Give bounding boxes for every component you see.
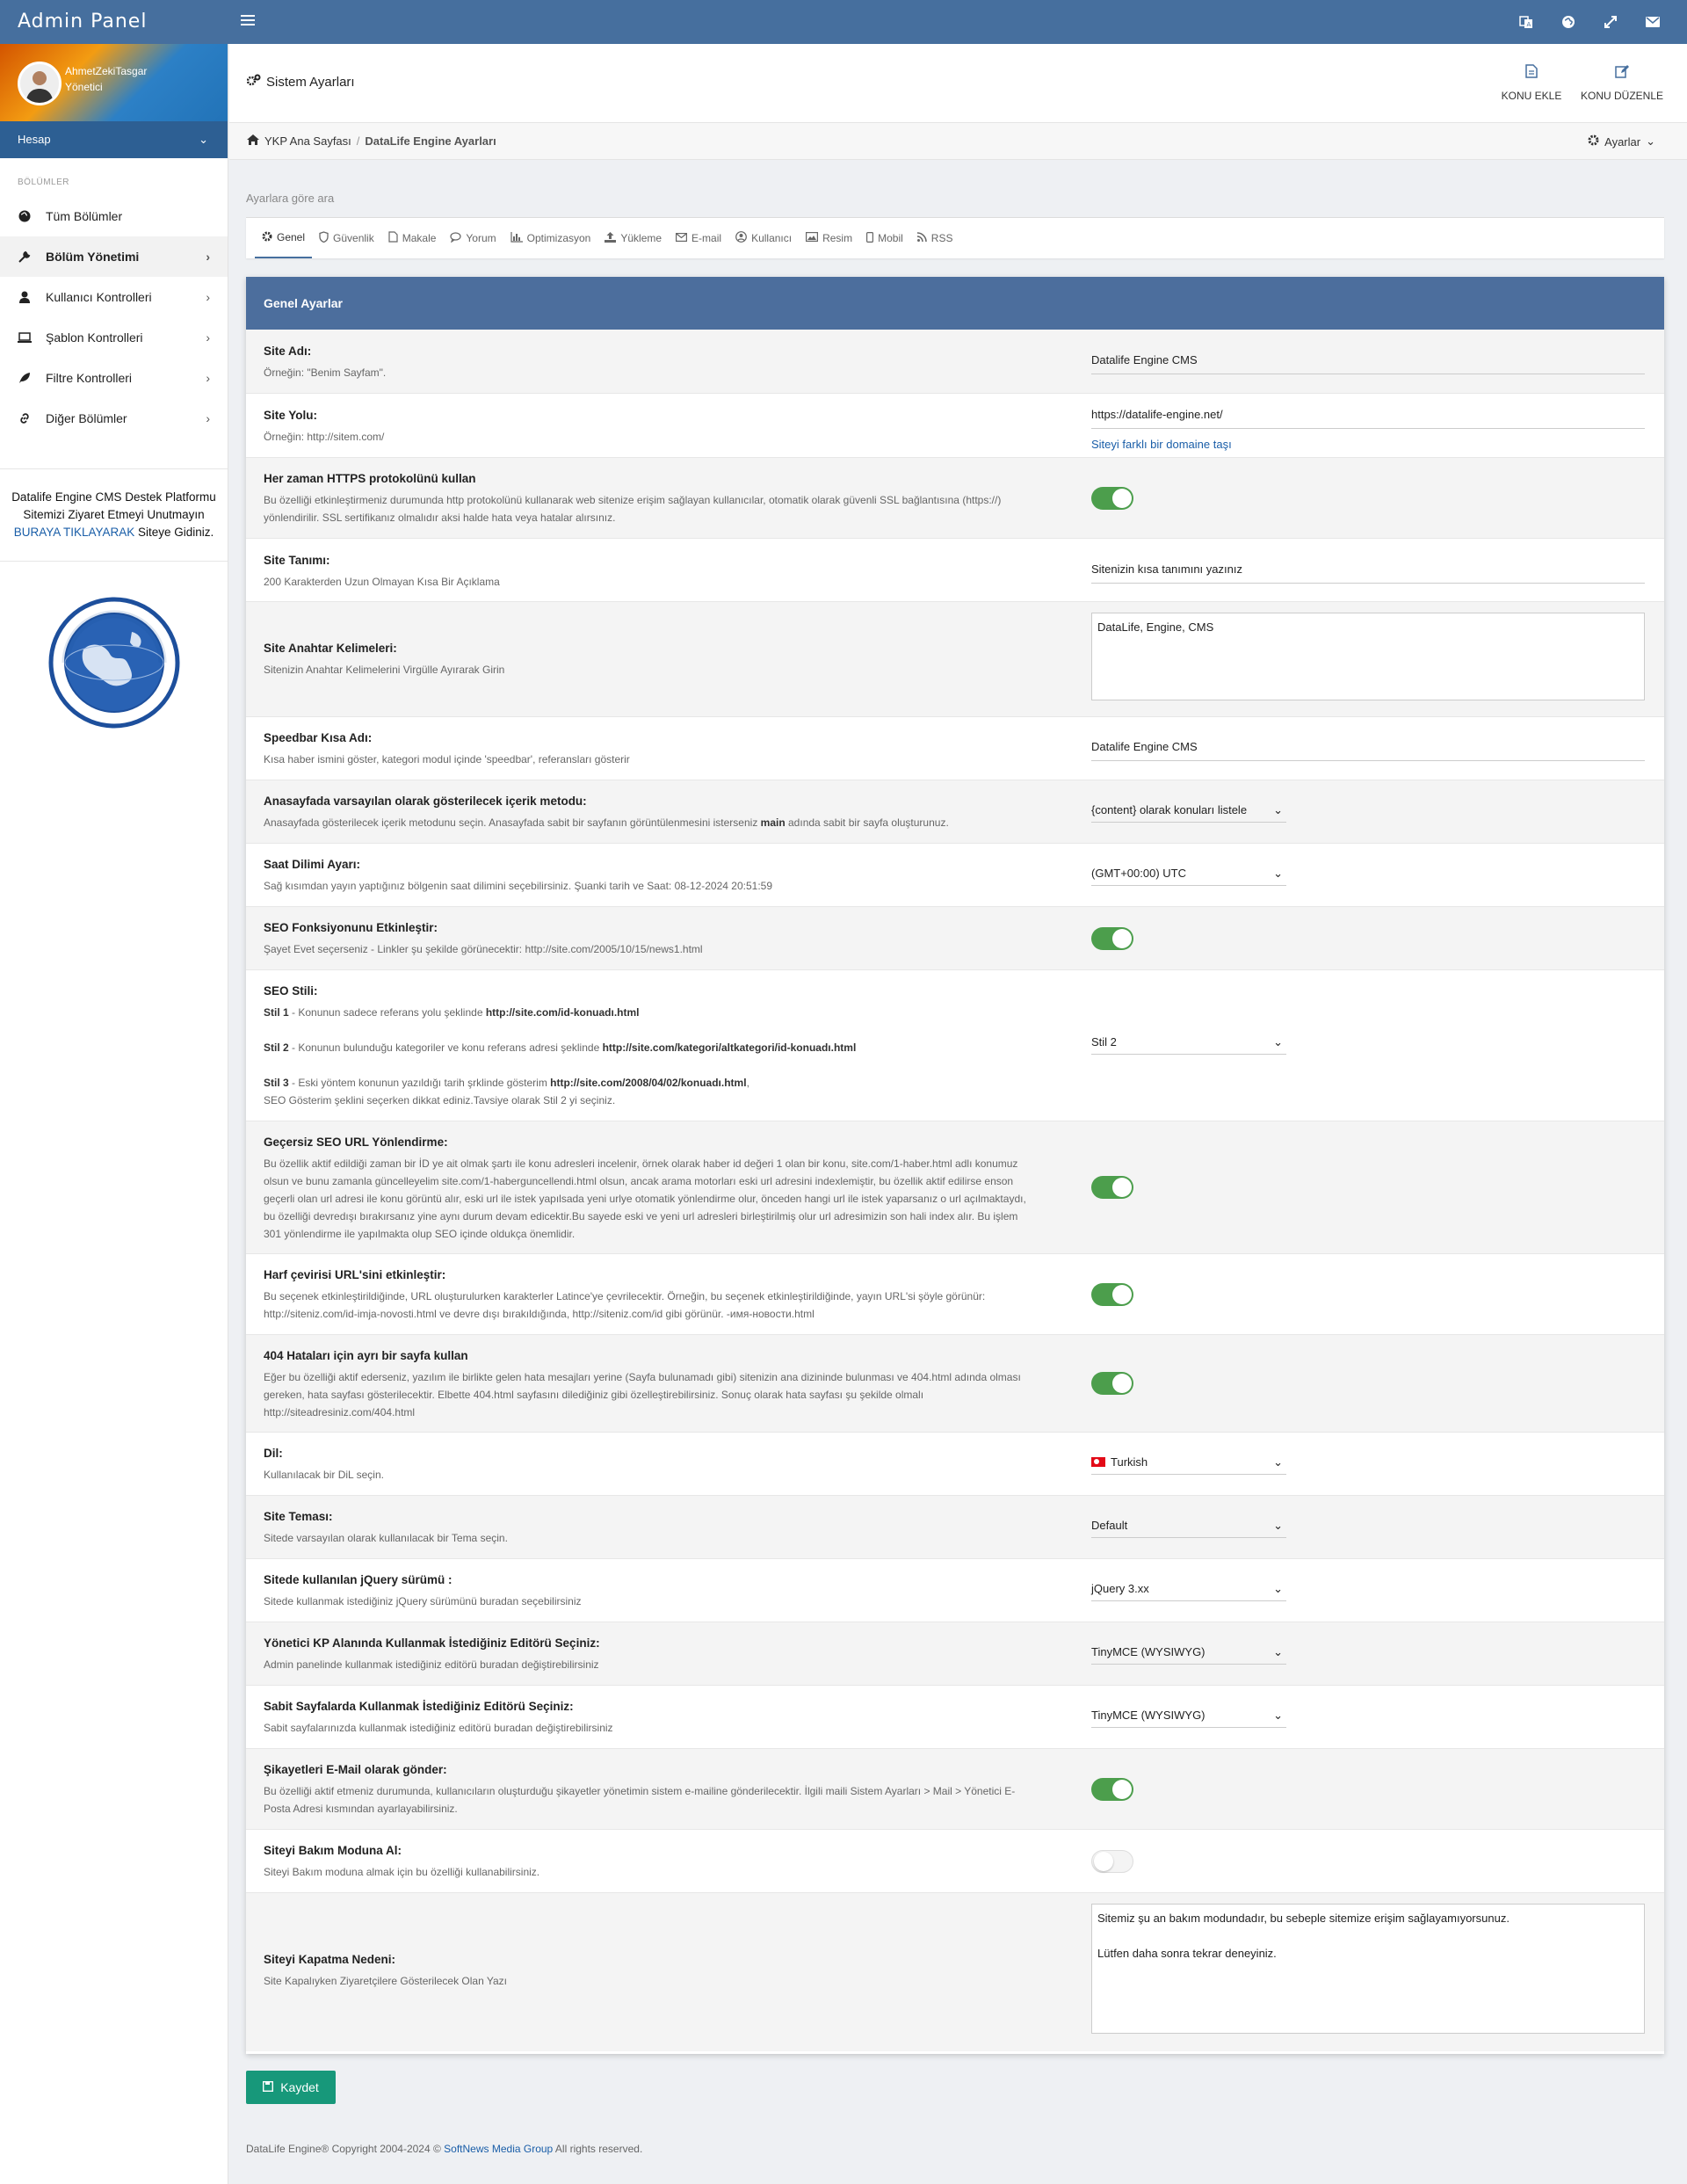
setting-homepage-method: [246, 780, 1664, 844]
promo-text: Datalife Engine CMS Destek Platformu Sitemizi Ziyaret Etmeyi Unutmayın: [11, 490, 216, 521]
tab-general[interactable]: [255, 218, 312, 258]
tab-email[interactable]: [669, 218, 728, 258]
setting-desc: Şayet Evet seçerseniz - Linkler şu şekilde görünecektir: http://site.com/2005/10/15/news1.html: [264, 943, 703, 955]
general-settings-panel: [246, 277, 1664, 2054]
setting-desc: Admin panelinde kullanmak istediğiniz editörü buradan değiştirebilirsiniz: [264, 1658, 599, 1671]
tab-label: Yükleme: [620, 232, 662, 244]
cogs-icon: [247, 74, 261, 90]
setting-title: SEO Fonksiyonunu Etkinleştir:: [264, 921, 438, 934]
https-toggle[interactable]: [1091, 487, 1133, 510]
setting-desc: Sabit sayfalarınızda kullanmak istediğiniz editörü buradan değiştirebilirsiniz: [264, 1722, 613, 1734]
chevron-down-icon: ⌄: [1646, 134, 1655, 148]
setting-title: Site Yolu:: [264, 409, 318, 422]
promo-text-end: Siteye Gidiniz.: [138, 526, 214, 539]
translit-toggle[interactable]: [1091, 1283, 1133, 1306]
theme-select[interactable]: Default ⌄: [1091, 1519, 1286, 1538]
setting-speedbar: [246, 717, 1664, 780]
setting-desc: Örneğin: http://sitem.com/: [264, 431, 385, 443]
page-header: [229, 44, 1687, 123]
seo-style-3: Stil 3 - Eski yöntem konunun yazıldığı tarih şrklinde gösterim http://site.com/2008/04/02/konuadı.html,: [264, 1077, 749, 1089]
setting-title: Harf çevirisi URL'sini etkinleştir:: [264, 1268, 446, 1281]
tab-label: RSS: [930, 232, 953, 244]
setting-title: Siteyi Kapatma Nedeni:: [264, 1953, 396, 1966]
setting-desc: Sağ kısımdan yayın yaptığınız bölgenin saat dilimini seçebilirsiniz. Şuanki tarih ve Saat: 08-12-2024 20:51:59: [264, 880, 772, 892]
tab-label: Mobil: [878, 232, 903, 244]
setting-desc: Bu özellik aktif edildiği zaman bir İD ye ait olmak şartı ile konu adresleri incelenir, örnek olarak haber id değeri 1 olan bir konu, site.com/1-haber.html adlı konumuz olsun ve bunu zamanla güncelleyelim site.com/1-haberguncellendi.html olsun, ancak arama motorları eski url adresini indexlemiştir, bu özellik aktif edilirse enson geçerli olan url adresi ile konu görüntü alır, eski url ile istek yapılsada yeni urlye otomatik yönlendirme olur, önceden hangi url ile istek yaparsanız o url açılmaktaydı, bu özelliği devredışı bırakırsanız yine aynı durum devam edicektir.Bu sayede eski ve yeni url adresleri birleştirilmiş olur url adresimizin son hali index alır. Bu işlem 301 yönlendirme ile yapılmakta olup SEO içinde oldukça önemlidir.: [264, 1157, 1026, 1240]
setting-desc: Anasayfada gösterilecek içerik metodunu seçin. Anasayfada sabit bir sayfanın görüntülenmesini isterseniz main adında sabit bir sayfa oluşturunuz.: [264, 816, 949, 829]
edit-topic-button[interactable]: [1574, 62, 1670, 102]
setting-title: Şikayetleri E-Mail olarak gönder:: [264, 1763, 447, 1776]
envelope-nav-icon[interactable]: [1645, 14, 1661, 30]
tab-user[interactable]: [728, 218, 799, 258]
tab-label: Makale: [402, 232, 437, 244]
file-icon: [388, 231, 398, 245]
image-icon: [806, 232, 818, 244]
breadcrumb-home[interactable]: YKP Ana Sayfası: [264, 134, 351, 148]
save-label: Kaydet: [280, 2080, 319, 2094]
menu-toggle-icon[interactable]: [241, 12, 255, 32]
sidebar-item-section-management[interactable]: [0, 236, 228, 277]
setting-404-page: [246, 1335, 1664, 1433]
setting-title: Her zaman HTTPS protokolünü kullan: [264, 472, 476, 485]
setting-seo-style: [246, 970, 1664, 1121]
tab-mobile[interactable]: [859, 218, 910, 258]
sidebar-item-label: Tüm Bölümler: [46, 209, 123, 223]
chevron-down-icon: ⌄: [1273, 1035, 1283, 1048]
setting-static-editor: [246, 1686, 1664, 1749]
chevron-down-icon: ⌄: [1273, 867, 1283, 880]
setting-https: [246, 458, 1664, 539]
sidebar-item-label: Bölüm Yönetimi: [46, 250, 140, 264]
home-icon: [247, 134, 259, 148]
setting-title: Site Tanımı:: [264, 554, 330, 567]
tab-comment[interactable]: [443, 218, 503, 258]
panel-title: Genel Ayarlar: [246, 277, 1664, 330]
setting-keywords: [246, 602, 1664, 717]
homepage-method-select[interactable]: {content} olarak konuları listele ⌄: [1091, 803, 1286, 823]
settings-tabs: [246, 218, 1664, 258]
bar-chart-icon: [510, 232, 523, 245]
upload-icon: [605, 232, 616, 245]
setting-maintenance: [246, 1830, 1664, 1893]
save-button[interactable]: [246, 2071, 336, 2104]
setting-desc: 200 Karakterden Uzun Olmayan Kısa Bir Açıklama: [264, 576, 500, 588]
sidebar-item-all-sections[interactable]: [0, 196, 228, 236]
setting-title: Yönetici KP Alanında Kullanmak İstediğiniz Editörü Seçiniz:: [264, 1636, 600, 1650]
user-circle-icon: [735, 231, 747, 245]
setting-desc: Sitenizin Anahtar Kelimelerini Virgülle Ayırarak Girin: [264, 664, 505, 676]
tab-optimization[interactable]: [503, 218, 598, 258]
chevron-down-icon: ⌄: [1273, 1709, 1283, 1722]
setting-title: Siteyi Bakım Moduna Al:: [264, 1844, 402, 1857]
settings-dropdown[interactable]: [1588, 134, 1655, 149]
setting-title: Site Adı:: [264, 345, 312, 358]
jquery-select[interactable]: jQuery 3.xx ⌄: [1091, 1582, 1286, 1601]
setting-seo: [246, 907, 1664, 970]
footer: [246, 2143, 642, 2155]
site-url-input[interactable]: https://datalife-engine.net/: [1091, 408, 1645, 429]
sidebar-item-label: Filtre Kontrolleri: [46, 371, 133, 385]
setting-language: [246, 1433, 1664, 1496]
top-navbar: [0, 0, 1687, 44]
setting-title: Site Teması:: [264, 1510, 333, 1523]
setting-desc: Sitede kullanmak istediğiniz jQuery sürümünü buradan seçebilirsiniz: [264, 1595, 582, 1607]
setting-complaints-email: [246, 1749, 1664, 1830]
breadcrumb-separator: /: [356, 134, 360, 148]
setting-title: Sabit Sayfalarda Kullanmak İstediğiniz Editörü Seçiniz:: [264, 1700, 574, 1713]
setting-site-name: [246, 330, 1664, 394]
sidebar-item-filter-controls[interactable]: [0, 358, 228, 398]
mobile-icon: [866, 232, 873, 245]
page-title: [247, 74, 355, 90]
edit-icon: [1574, 62, 1670, 81]
chevron-down-icon: ⌄: [1273, 1645, 1283, 1658]
tab-security[interactable]: [312, 218, 381, 258]
user-role: Yönetici: [65, 81, 103, 93]
setting-title: Geçersiz SEO URL Yönlendirme:: [264, 1136, 448, 1149]
sidebar-item-label: Kullanıcı Kontrolleri: [46, 290, 152, 304]
globe-nav-icon[interactable]: [1560, 14, 1576, 30]
chevron-right-icon: ›: [206, 411, 210, 425]
avatar[interactable]: [18, 62, 62, 105]
setting-timezone: [246, 844, 1664, 907]
seo-style-note: SEO Gösterim şeklini seçerken dikkat ediniz.Tavsiye olarak Stil 2 yi seçiniz.: [264, 1094, 616, 1107]
tab-label: Resim: [822, 232, 853, 244]
setting-title: Speedbar Kısa Adı:: [264, 731, 373, 744]
tab-upload[interactable]: [597, 218, 669, 258]
footer-copyright: DataLife Engine® Copyright 2004-2024 ©: [246, 2143, 441, 2155]
shield-icon: [319, 231, 329, 245]
seo-style-select[interactable]: Stil 2 ⌄: [1091, 1035, 1286, 1055]
setting-admin-editor: [246, 1622, 1664, 1686]
svg-text:A: A: [1526, 21, 1531, 28]
setting-desc: Kullanılacak bir DiL seçin.: [264, 1469, 384, 1481]
setting-title: SEO Stili:: [264, 984, 318, 998]
brand-title[interactable]: Admin Panel: [18, 11, 148, 33]
setting-desc: Bu seçenek etkinleştirildiğinde, URL oluşturulurken karakterler Latince'ye çevrilecektir. Örneğin, bu seçenek etkinleştirildiğinde, yayın URL'si şöyle görünür: http://siteniz.com/id-imja-novosti.html ve devre dışı bırakıldığında, http://siteniz.com/id gibi görünür. -имя-новости.html: [264, 1290, 986, 1320]
sidebar: [0, 44, 228, 2184]
rss-icon: [917, 232, 927, 244]
leaf-icon: [18, 371, 32, 385]
fullscreen-icon[interactable]: [1603, 14, 1618, 30]
chevron-down-icon: ⌄: [1273, 1582, 1283, 1595]
admin-editor-select[interactable]: TinyMCE (WYSIWYG) ⌄: [1091, 1645, 1286, 1665]
navbar-icons: [1518, 0, 1661, 44]
comment-icon: [450, 232, 461, 245]
maintenance-toggle[interactable]: [1091, 1850, 1133, 1873]
setting-translit: [246, 1254, 1664, 1335]
tab-rss[interactable]: [910, 218, 960, 258]
sidebar-item-other-sections[interactable]: [0, 398, 228, 439]
page-title-text: Sistem Ayarları: [266, 74, 355, 90]
user-box: [0, 44, 228, 158]
gear-icon: [1588, 134, 1599, 149]
edit-topic-label: KONU DÜZENLE: [1580, 90, 1663, 102]
chevron-right-icon: ›: [206, 250, 210, 264]
chevron-down-icon: ⌄: [1273, 1519, 1283, 1532]
account-label: Hesap: [18, 133, 51, 146]
setting-desc: Eğer bu özelliği aktif ederseniz, yazılım ile birlikte gelen hata mesajları yerine (Sayfa bulunamadı gibi) sitenizin ana dizininde bulunması ve 404.html adında olması gereken, hata sayfası gösterilecektir. Elbette 404.html sayfasını dilediğiniz gibi özelleştirebilirsiniz. Sonuç olarak hata sayfası şu şekilde olmalı http://siteadresiniz.com/404.html: [264, 1371, 1021, 1419]
settings-search-input[interactable]: Ayarlara göre ara: [246, 183, 1664, 218]
envelope-icon: [676, 232, 687, 244]
setting-desc: Kısa haber ismini göster, kategori modul içinde 'speedbar', referansları gösterir: [264, 753, 630, 765]
settings-dropdown-label: Ayarlar: [1604, 134, 1641, 149]
close-reason-textarea[interactable]: Sitemiz şu an bakım modundadır, bu sebeple sitemize erişim sağlayamıyorsunuz. Lütfen daha sonra tekrar deneyiniz.: [1091, 1904, 1645, 2034]
setting-close-reason: [246, 1893, 1664, 2051]
sidebar-item-label: Şablon Kontrolleri: [46, 330, 143, 345]
keywords-textarea[interactable]: DataLife, Engine, CMS: [1091, 613, 1645, 700]
setting-title: Sitede kullanılan jQuery sürümü :: [264, 1573, 453, 1586]
account-dropdown[interactable]: [0, 121, 228, 158]
link-icon: [18, 411, 32, 425]
tab-label: Optimizasyon: [526, 232, 591, 244]
setting-desc: Bu özelliği etkinleştirmeniz durumunda http protokolünü kullanarak web sitenize erişim sağlayan kullanıcılar, otomatik olarak güvenli SSL bağlantısına (https://) yönlendirilir. SSL sertifikanız olmalıdır aksi halde hata veya hatalar alırsınız.: [264, 494, 1002, 524]
setting-title: Site Anahtar Kelimeleri:: [264, 642, 397, 655]
setting-title: Dil:: [264, 1447, 283, 1460]
laptop-icon: [18, 330, 32, 345]
speedbar-input[interactable]: Datalife Engine CMS: [1091, 740, 1645, 761]
chevron-right-icon: ›: [206, 290, 210, 304]
tab-label: Kullanıcı: [751, 232, 793, 244]
invalid-seo-toggle[interactable]: [1091, 1176, 1133, 1199]
setting-desc: Bu özelliği aktif etmeniz durumunda, kullanıcıların oluşturduğu şikayetler yönetimin sistem e-mailine gönderilecektir. İlgili maili Sistem Ayarları > Mail > Yönetici E-Posta Adresi kısmından ayarlayabilirsiniz.: [264, 1785, 1016, 1815]
support-promo: [0, 468, 228, 562]
sidebar-section-title: BÖLÜMLER: [18, 178, 70, 187]
chevron-down-icon: ⌄: [1273, 803, 1283, 816]
change-domain-link[interactable]: Siteyi farklı bir domaine taşı: [1091, 438, 1232, 451]
tab-article[interactable]: [381, 218, 444, 258]
setting-title: 404 Hataları için ayrı bir sayfa kullan: [264, 1349, 468, 1362]
breadcrumb: [229, 123, 1687, 160]
turkey-flag-icon: [1091, 1457, 1105, 1467]
setting-site-description: [246, 539, 1664, 602]
sidebar-item-label: Diğer Bölümler: [46, 411, 127, 425]
floppy-icon: [263, 2080, 273, 2094]
site-name-input[interactable]: Datalife Engine CMS: [1091, 353, 1645, 374]
globe-icon: [18, 209, 32, 223]
setting-title: Anasayfada varsayılan olarak gösterilecek içerik metodu:: [264, 795, 587, 808]
tab-label: E-mail: [691, 232, 722, 244]
breadcrumb-current: DataLife Engine Ayarları: [365, 134, 496, 148]
chevron-right-icon: ›: [206, 330, 210, 345]
tab-label: Güvenlik: [333, 232, 374, 244]
platform-logo[interactable]: [48, 597, 180, 729]
add-topic-button[interactable]: [1492, 62, 1571, 102]
translate-icon[interactable]: [1518, 14, 1534, 30]
user-icon: [18, 290, 32, 304]
file-add-icon: [1492, 62, 1571, 81]
setting-site-url: [246, 394, 1664, 458]
setting-desc: Örneğin: "Benim Sayfam".: [264, 366, 387, 379]
setting-invalid-seo-redirect: [246, 1121, 1664, 1254]
site-description-input[interactable]: Sitenizin kısa tanımını yazınız: [1091, 562, 1645, 584]
tab-label: Yorum: [466, 232, 496, 244]
setting-jquery: [246, 1559, 1664, 1622]
setting-desc: Site Kapalıyken Ziyaretçilere Gösterilecek Olan Yazı: [264, 1975, 508, 1987]
add-topic-label: KONU EKLE: [1501, 90, 1562, 102]
promo-link[interactable]: BURAYA TIKLAYARAK: [13, 526, 135, 539]
language-select[interactable]: Turkish ⌄: [1091, 1455, 1286, 1475]
chevron-right-icon: ›: [206, 371, 210, 385]
tab-image[interactable]: [799, 218, 859, 258]
setting-desc: Siteyi Bakım moduna almak için bu özelliği kullanabilirsiniz.: [264, 1866, 540, 1878]
seo-style-1: Stil 1 - Konunun sadece referans yolu şeklinde http://site.com/id-konuadı.html: [264, 1006, 640, 1019]
page404-toggle[interactable]: [1091, 1372, 1133, 1395]
footer-company-link[interactable]: SoftNews Media Group: [444, 2143, 554, 2155]
gear-icon: [262, 231, 272, 244]
footer-rights: All rights reserved.: [554, 2143, 643, 2155]
static-editor-select[interactable]: TinyMCE (WYSIWYG) ⌄: [1091, 1709, 1286, 1728]
chevron-down-icon: ⌄: [1273, 1455, 1283, 1469]
setting-theme: [246, 1496, 1664, 1559]
wrench-icon: [18, 250, 32, 264]
sidebar-item-template-controls[interactable]: [0, 317, 228, 358]
user-name[interactable]: AhmetZekiTasgar: [65, 65, 148, 77]
chevron-down-icon: ⌄: [199, 133, 208, 146]
timezone-select[interactable]: (GMT+00:00) UTC ⌄: [1091, 867, 1286, 886]
setting-desc: Sitede varsayılan olarak kullanılacak bir Tema seçin.: [264, 1532, 508, 1544]
seo-toggle[interactable]: [1091, 927, 1133, 950]
tab-label: Genel: [277, 231, 306, 243]
seo-style-2: Stil 2 - Konunun bulunduğu kategoriler ve konu referans adresi şeklinde http://site.com/kategori/altkategori/id-konuadı.html: [264, 1041, 857, 1054]
user-info: [65, 63, 147, 95]
sidebar-item-user-controls[interactable]: [0, 277, 228, 317]
setting-title: Saat Dilimi Ayarı:: [264, 858, 361, 871]
complaints-toggle[interactable]: [1091, 1778, 1133, 1801]
